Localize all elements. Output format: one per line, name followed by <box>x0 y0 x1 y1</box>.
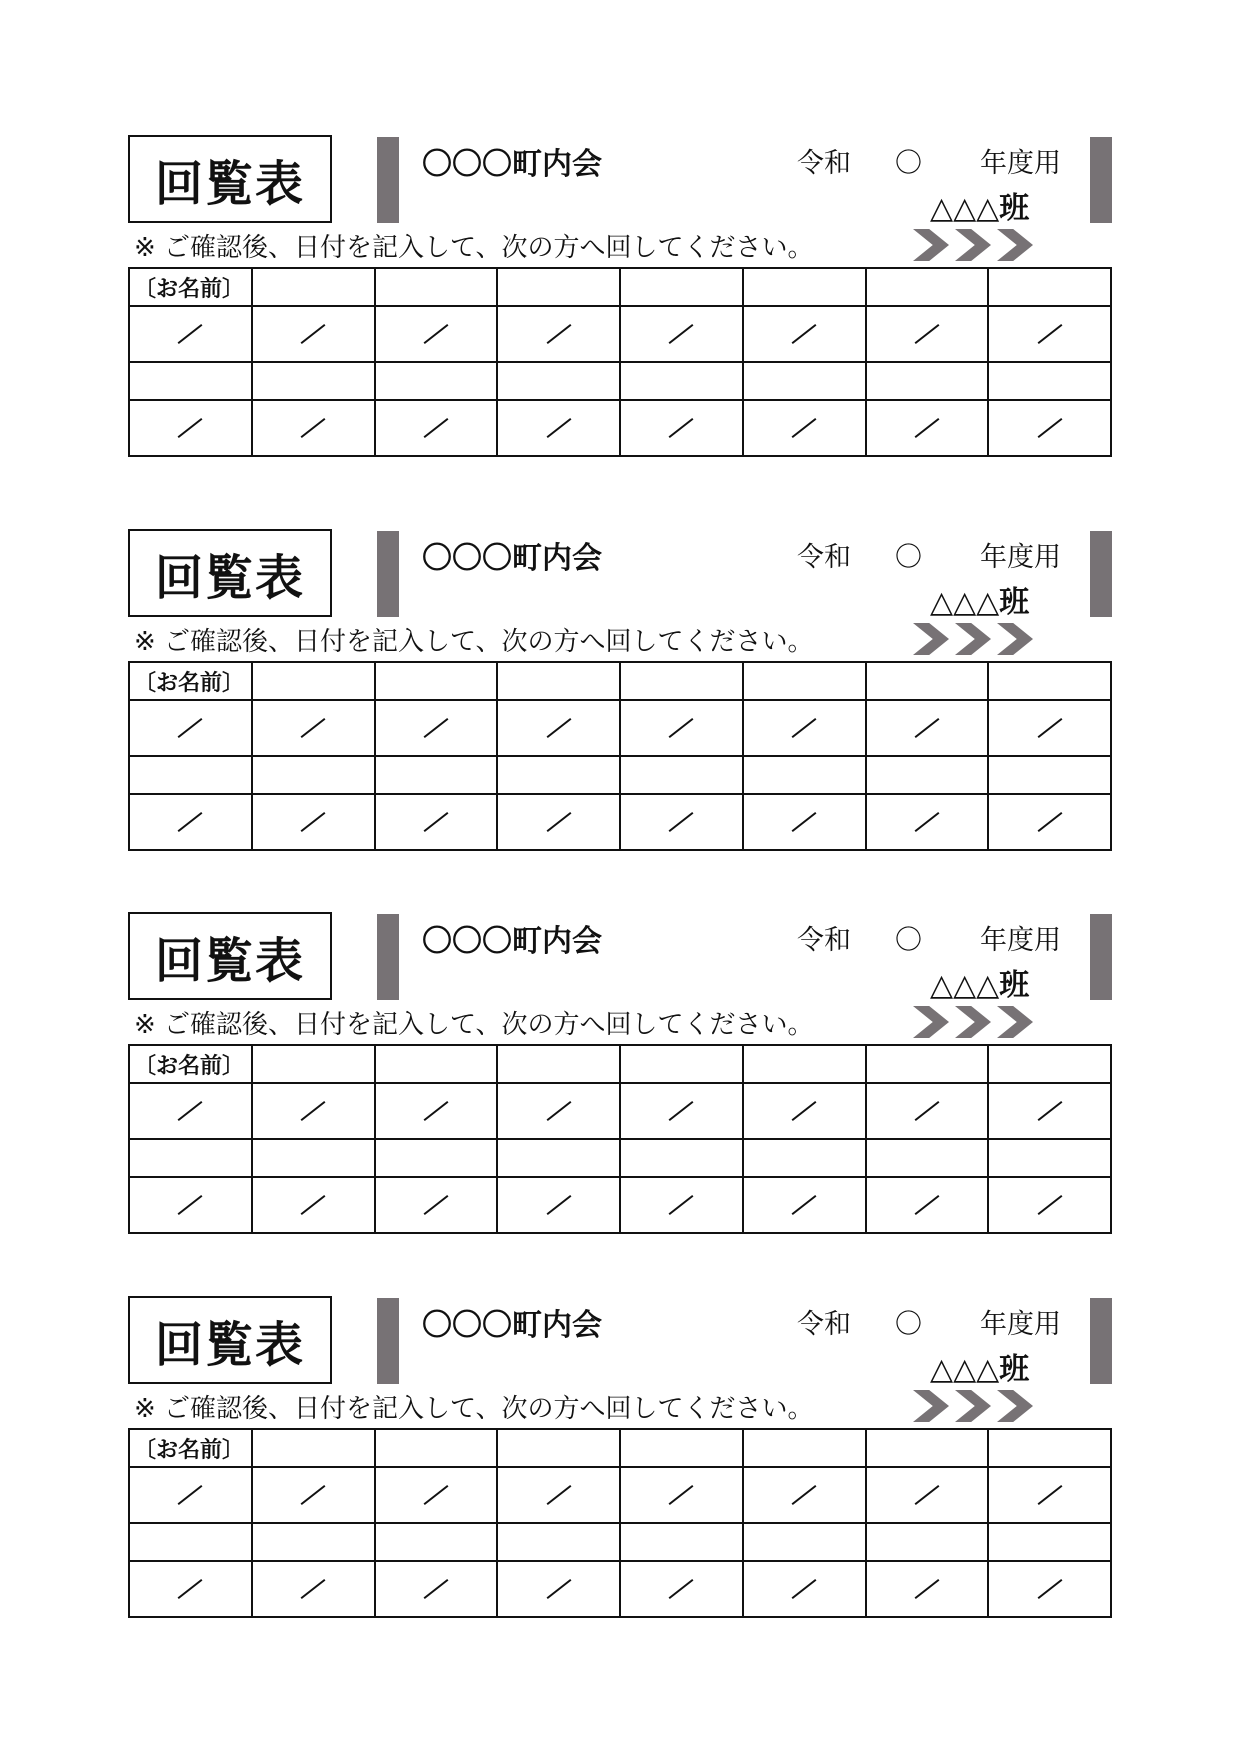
circulation-grid <box>128 267 1112 457</box>
date-slash-icon <box>546 324 571 344</box>
chevron-right-icon <box>997 1390 1033 1422</box>
date-slash-icon <box>301 1579 326 1599</box>
date-cell[interactable] <box>620 794 743 850</box>
name-cell[interactable] <box>743 662 866 700</box>
chevron-right-icon <box>997 229 1033 261</box>
date-slash-icon <box>792 812 817 832</box>
date-slash-icon <box>546 718 571 738</box>
chevron-arrows <box>913 623 1033 655</box>
instruction-note: ※ ご確認後、日付を記入して、次の方へ回してください。 <box>134 627 814 657</box>
name-cell[interactable] <box>252 1045 375 1083</box>
date-row <box>129 794 1111 850</box>
group-name: △△△班 <box>930 1352 1030 1387</box>
name-row <box>129 362 1111 400</box>
date-cell[interactable] <box>620 1467 743 1523</box>
name-cell[interactable] <box>988 1429 1111 1467</box>
date-cell[interactable] <box>129 1561 252 1617</box>
era-label: 令和 <box>797 1309 851 1340</box>
date-slash-icon <box>423 324 448 344</box>
year-suffix: 年度用 <box>980 1309 1061 1340</box>
date-cell[interactable] <box>743 1561 866 1617</box>
date-slash-icon <box>1037 1195 1062 1215</box>
name-cell[interactable] <box>252 1429 375 1467</box>
date-cell[interactable] <box>375 400 498 456</box>
date-cell[interactable] <box>252 1177 375 1233</box>
date-cell[interactable] <box>375 700 498 756</box>
date-cell[interactable] <box>743 700 866 756</box>
date-slash-icon <box>546 812 571 832</box>
date-cell[interactable] <box>497 1177 620 1233</box>
date-slash-icon <box>669 812 694 832</box>
date-slash-icon <box>1037 1101 1062 1121</box>
date-slash-icon <box>423 1485 448 1505</box>
date-slash-icon <box>178 812 203 832</box>
name-cell[interactable] <box>497 268 620 306</box>
name-label: 〔お名前〕 <box>129 1429 252 1467</box>
name-cell[interactable] <box>252 662 375 700</box>
date-slash-icon <box>546 1485 571 1505</box>
date-cell[interactable] <box>988 1177 1111 1233</box>
name-cell[interactable] <box>743 756 866 794</box>
date-cell[interactable] <box>497 306 620 362</box>
date-slash-icon <box>914 1485 939 1505</box>
name-cell[interactable] <box>375 1045 498 1083</box>
name-label: 〔お名前〕 <box>129 1045 252 1083</box>
date-slash-icon <box>178 1579 203 1599</box>
name-cell[interactable] <box>375 1429 498 1467</box>
date-slash-icon <box>178 718 203 738</box>
date-cell[interactable] <box>988 306 1111 362</box>
name-row <box>129 1523 1111 1561</box>
chevron-right-icon <box>913 229 949 261</box>
circulation-card-1 <box>128 135 1112 455</box>
accent-bar-right <box>1090 531 1112 617</box>
circulation-card-3 <box>128 912 1112 1232</box>
year-suffix: 年度用 <box>980 148 1061 179</box>
date-cell[interactable] <box>252 400 375 456</box>
date-cell[interactable] <box>375 1561 498 1617</box>
era-year: 〇 <box>895 925 922 956</box>
date-slash-icon <box>546 1579 571 1599</box>
name-cell[interactable] <box>866 1523 989 1561</box>
name-label: 〔お名前〕 <box>129 662 252 700</box>
instruction-note: ※ ご確認後、日付を記入して、次の方へ回してください。 <box>134 1394 814 1424</box>
name-row <box>129 662 1111 700</box>
chevron-right-icon <box>955 229 991 261</box>
name-cell[interactable] <box>743 268 866 306</box>
accent-bar-right <box>1090 914 1112 1000</box>
circulation-grid <box>128 1044 1112 1234</box>
date-slash-icon <box>423 718 448 738</box>
date-slash-icon <box>178 1101 203 1121</box>
date-slash-icon <box>423 1579 448 1599</box>
chevron-right-icon <box>955 623 991 655</box>
name-cell[interactable] <box>497 1045 620 1083</box>
name-cell[interactable] <box>129 1139 252 1177</box>
name-cell[interactable] <box>743 1139 866 1177</box>
date-cell[interactable] <box>129 1083 252 1139</box>
date-slash-icon <box>669 1195 694 1215</box>
date-slash-icon <box>669 418 694 438</box>
date-slash-icon <box>1037 718 1062 738</box>
name-row <box>129 756 1111 794</box>
name-cell[interactable] <box>743 362 866 400</box>
date-cell[interactable] <box>988 1083 1111 1139</box>
date-slash-icon <box>669 718 694 738</box>
date-cell[interactable] <box>497 794 620 850</box>
era-year: 〇 <box>895 148 922 179</box>
era-label: 令和 <box>797 148 851 179</box>
date-cell[interactable] <box>497 700 620 756</box>
group-name: △△△班 <box>930 191 1030 226</box>
date-slash-icon <box>669 1579 694 1599</box>
date-cell[interactable] <box>988 1467 1111 1523</box>
chevron-arrows <box>913 229 1033 261</box>
date-cell[interactable] <box>129 400 252 456</box>
name-cell[interactable] <box>866 1045 989 1083</box>
date-slash-icon <box>178 1195 203 1215</box>
era-label: 令和 <box>797 542 851 573</box>
date-row <box>129 1467 1111 1523</box>
circulation-card-2 <box>128 529 1112 849</box>
date-cell[interactable] <box>743 1467 866 1523</box>
name-row <box>129 268 1111 306</box>
name-cell[interactable] <box>620 1523 743 1561</box>
date-row <box>129 306 1111 362</box>
accent-bar-left <box>377 137 399 223</box>
date-slash-icon <box>669 1101 694 1121</box>
date-cell[interactable] <box>743 1083 866 1139</box>
date-cell[interactable] <box>866 1177 989 1233</box>
date-cell[interactable] <box>375 1083 498 1139</box>
name-row <box>129 1045 1111 1083</box>
date-cell[interactable] <box>866 1561 989 1617</box>
date-slash-icon <box>669 1485 694 1505</box>
date-slash-icon <box>1037 1579 1062 1599</box>
accent-bar-right <box>1090 137 1112 223</box>
era-year: 〇 <box>895 542 922 573</box>
instruction-note: ※ ご確認後、日付を記入して、次の方へ回してください。 <box>134 1010 814 1040</box>
date-slash-icon <box>301 718 326 738</box>
association-name: 〇〇〇町内会 <box>422 541 602 576</box>
card-title: 回覧表 <box>128 135 332 223</box>
date-row <box>129 400 1111 456</box>
name-cell[interactable] <box>988 362 1111 400</box>
name-cell[interactable] <box>620 756 743 794</box>
instruction-note: ※ ご確認後、日付を記入して、次の方へ回してください。 <box>134 233 814 263</box>
date-cell[interactable] <box>129 794 252 850</box>
date-cell[interactable] <box>866 700 989 756</box>
date-slash-icon <box>301 418 326 438</box>
name-cell[interactable] <box>497 362 620 400</box>
name-cell[interactable] <box>743 1523 866 1561</box>
name-cell[interactable] <box>988 662 1111 700</box>
date-slash-icon <box>792 1195 817 1215</box>
date-slash-icon <box>914 418 939 438</box>
date-slash-icon <box>1037 418 1062 438</box>
date-slash-icon <box>792 718 817 738</box>
date-cell[interactable] <box>252 794 375 850</box>
date-row <box>129 1083 1111 1139</box>
name-cell[interactable] <box>743 1429 866 1467</box>
date-slash-icon <box>546 418 571 438</box>
name-cell[interactable] <box>497 1139 620 1177</box>
date-cell[interactable] <box>252 1561 375 1617</box>
date-cell[interactable] <box>620 1083 743 1139</box>
name-cell[interactable] <box>620 1429 743 1467</box>
name-cell[interactable] <box>620 362 743 400</box>
year-suffix: 年度用 <box>980 542 1061 573</box>
date-slash-icon <box>1037 1485 1062 1505</box>
year-suffix: 年度用 <box>980 925 1061 956</box>
date-slash-icon <box>669 324 694 344</box>
name-cell[interactable] <box>375 662 498 700</box>
name-row <box>129 1139 1111 1177</box>
date-slash-icon <box>301 324 326 344</box>
card-title: 回覧表 <box>128 529 332 617</box>
circulation-grid <box>128 661 1112 851</box>
name-cell[interactable] <box>129 1523 252 1561</box>
date-slash-icon <box>1037 812 1062 832</box>
date-cell[interactable] <box>866 1083 989 1139</box>
date-slash-icon <box>301 1195 326 1215</box>
name-cell[interactable] <box>252 268 375 306</box>
name-cell[interactable] <box>620 1045 743 1083</box>
date-slash-icon <box>423 1195 448 1215</box>
date-cell[interactable] <box>497 400 620 456</box>
name-cell[interactable] <box>497 756 620 794</box>
name-cell[interactable] <box>988 756 1111 794</box>
era-label: 令和 <box>797 925 851 956</box>
date-cell[interactable] <box>375 306 498 362</box>
date-cell[interactable] <box>129 1467 252 1523</box>
date-cell[interactable] <box>866 794 989 850</box>
date-cell[interactable] <box>375 794 498 850</box>
accent-bar-left <box>377 914 399 1000</box>
date-cell[interactable] <box>866 306 989 362</box>
name-cell[interactable] <box>620 268 743 306</box>
association-name: 〇〇〇町内会 <box>422 147 602 182</box>
name-cell[interactable] <box>620 662 743 700</box>
date-cell[interactable] <box>743 1177 866 1233</box>
name-row <box>129 1429 1111 1467</box>
date-cell[interactable] <box>866 1467 989 1523</box>
date-slash-icon <box>1037 324 1062 344</box>
date-cell[interactable] <box>743 400 866 456</box>
card-title: 回覧表 <box>128 1296 332 1384</box>
date-cell[interactable] <box>252 700 375 756</box>
name-cell[interactable] <box>988 1523 1111 1561</box>
date-slash-icon <box>546 1195 571 1215</box>
date-cell[interactable] <box>252 306 375 362</box>
name-cell[interactable] <box>375 1139 498 1177</box>
date-slash-icon <box>546 1101 571 1121</box>
date-slash-icon <box>914 1579 939 1599</box>
date-slash-icon <box>423 1101 448 1121</box>
name-cell[interactable] <box>497 1429 620 1467</box>
chevron-right-icon <box>913 623 949 655</box>
accent-bar-left <box>377 1298 399 1384</box>
name-cell[interactable] <box>988 268 1111 306</box>
date-slash-icon <box>301 812 326 832</box>
date-cell[interactable] <box>252 1083 375 1139</box>
association-name: 〇〇〇町内会 <box>422 924 602 959</box>
date-slash-icon <box>301 1485 326 1505</box>
date-slash-icon <box>914 324 939 344</box>
chevron-right-icon <box>913 1006 949 1038</box>
era-year: 〇 <box>895 1309 922 1340</box>
chevron-arrows <box>913 1006 1033 1038</box>
date-cell[interactable] <box>252 1467 375 1523</box>
date-row <box>129 1561 1111 1617</box>
name-cell[interactable] <box>866 662 989 700</box>
date-cell[interactable] <box>129 700 252 756</box>
date-cell[interactable] <box>375 1177 498 1233</box>
date-slash-icon <box>792 324 817 344</box>
date-cell[interactable] <box>129 1177 252 1233</box>
date-cell[interactable] <box>988 794 1111 850</box>
date-cell[interactable] <box>743 794 866 850</box>
name-cell[interactable] <box>252 1523 375 1561</box>
date-slash-icon <box>301 1101 326 1121</box>
date-cell[interactable] <box>988 400 1111 456</box>
accent-bar-left <box>377 531 399 617</box>
chevron-right-icon <box>913 1390 949 1422</box>
date-cell[interactable] <box>497 1083 620 1139</box>
name-cell[interactable] <box>129 362 252 400</box>
name-cell[interactable] <box>252 1139 375 1177</box>
chevron-right-icon <box>955 1006 991 1038</box>
date-slash-icon <box>423 418 448 438</box>
name-cell[interactable] <box>988 1139 1111 1177</box>
name-cell[interactable] <box>988 1045 1111 1083</box>
date-slash-icon <box>178 418 203 438</box>
chevron-arrows <box>913 1390 1033 1422</box>
name-cell[interactable] <box>497 662 620 700</box>
date-row <box>129 1177 1111 1233</box>
name-cell[interactable] <box>497 1523 620 1561</box>
date-cell[interactable] <box>375 1467 498 1523</box>
name-cell[interactable] <box>375 268 498 306</box>
name-cell[interactable] <box>375 1523 498 1561</box>
name-cell[interactable] <box>375 756 498 794</box>
date-cell[interactable] <box>620 700 743 756</box>
date-slash-icon <box>792 418 817 438</box>
date-cell[interactable] <box>620 1177 743 1233</box>
card-title: 回覧表 <box>128 912 332 1000</box>
date-cell[interactable] <box>988 1561 1111 1617</box>
name-cell[interactable] <box>743 1045 866 1083</box>
name-cell[interactable] <box>129 756 252 794</box>
name-cell[interactable] <box>866 1429 989 1467</box>
date-slash-icon <box>792 1579 817 1599</box>
date-slash-icon <box>914 812 939 832</box>
date-slash-icon <box>178 324 203 344</box>
circulation-grid <box>128 1428 1112 1618</box>
date-cell[interactable] <box>620 1561 743 1617</box>
name-cell[interactable] <box>252 756 375 794</box>
circulation-card-4 <box>128 1296 1112 1616</box>
name-cell[interactable] <box>375 362 498 400</box>
accent-bar-right <box>1090 1298 1112 1384</box>
date-slash-icon <box>914 718 939 738</box>
date-slash-icon <box>792 1101 817 1121</box>
name-cell[interactable] <box>866 268 989 306</box>
name-label: 〔お名前〕 <box>129 268 252 306</box>
name-cell[interactable] <box>866 362 989 400</box>
date-slash-icon <box>914 1101 939 1121</box>
date-cell[interactable] <box>743 306 866 362</box>
chevron-right-icon <box>955 1390 991 1422</box>
name-cell[interactable] <box>866 756 989 794</box>
date-slash-icon <box>792 1485 817 1505</box>
group-name: △△△班 <box>930 585 1030 620</box>
date-cell[interactable] <box>620 400 743 456</box>
date-cell[interactable] <box>620 306 743 362</box>
date-slash-icon <box>178 1485 203 1505</box>
date-cell[interactable] <box>129 306 252 362</box>
date-cell[interactable] <box>988 700 1111 756</box>
chevron-right-icon <box>997 623 1033 655</box>
group-name: △△△班 <box>930 968 1030 1003</box>
date-cell[interactable] <box>497 1467 620 1523</box>
association-name: 〇〇〇町内会 <box>422 1308 602 1343</box>
date-cell[interactable] <box>866 400 989 456</box>
name-cell[interactable] <box>620 1139 743 1177</box>
date-slash-icon <box>423 812 448 832</box>
date-slash-icon <box>914 1195 939 1215</box>
date-row <box>129 700 1111 756</box>
name-cell[interactable] <box>252 362 375 400</box>
chevron-right-icon <box>997 1006 1033 1038</box>
name-cell[interactable] <box>866 1139 989 1177</box>
date-cell[interactable] <box>497 1561 620 1617</box>
